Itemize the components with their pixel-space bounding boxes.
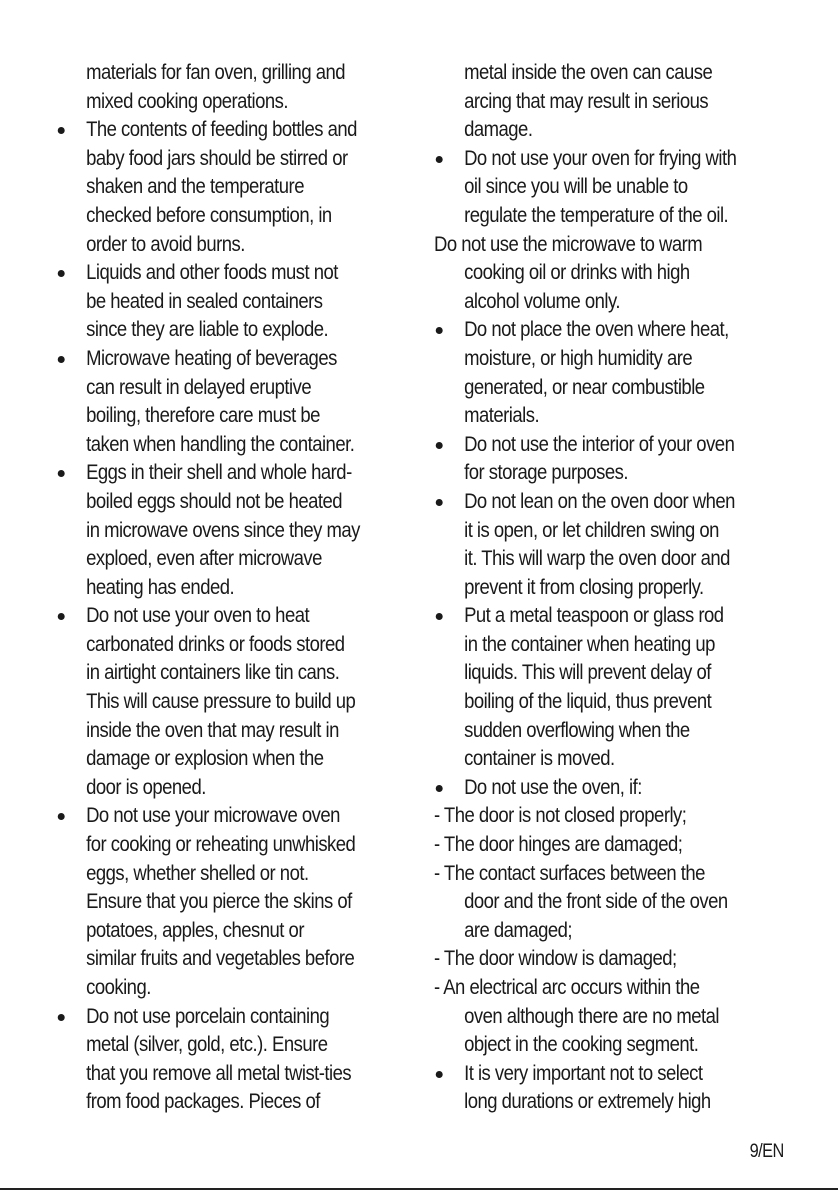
text-line bbox=[434, 887, 740, 916]
text-line bbox=[434, 801, 740, 830]
line-text: Ensure that you pierce the skins of bbox=[86, 889, 352, 914]
text-line bbox=[434, 401, 740, 430]
text-line bbox=[56, 1030, 362, 1059]
bullet-icon bbox=[436, 442, 443, 449]
text-line bbox=[434, 230, 740, 259]
bullet-item-start bbox=[56, 601, 362, 630]
line-text: it. This will warp the oven door and bbox=[464, 546, 730, 571]
text-line bbox=[434, 944, 740, 973]
line-text: Do not use the interior of your oven bbox=[464, 431, 735, 456]
line-text: eggs, whether shelled or not. bbox=[86, 860, 309, 885]
text-line bbox=[434, 916, 740, 945]
bullet-item-start bbox=[56, 258, 362, 287]
bullet-icon bbox=[436, 156, 443, 163]
text-line bbox=[434, 201, 740, 230]
line-text: in airtight containers like tin cans. bbox=[86, 660, 340, 685]
line-text: cooking oil or drinks with high bbox=[464, 260, 690, 285]
text-line bbox=[56, 373, 362, 402]
text-line bbox=[56, 544, 362, 573]
line-text: Eggs in their shell and whole hard- bbox=[86, 460, 352, 485]
line-text: object in the cooking segment. bbox=[464, 1032, 699, 1057]
text-line bbox=[434, 573, 740, 602]
line-text: checked before consumption, in bbox=[86, 202, 332, 227]
line-text: - The door hinges are damaged; bbox=[434, 832, 683, 857]
text-line bbox=[56, 1059, 362, 1088]
line-text: metal inside the oven can cause bbox=[464, 60, 713, 84]
text-line bbox=[434, 458, 740, 487]
bullet-item-start bbox=[56, 344, 362, 373]
line-text: damage. bbox=[464, 117, 533, 142]
line-text: cooking. bbox=[86, 975, 151, 999]
line-text: from food packages. Pieces of bbox=[86, 1089, 320, 1114]
text-line bbox=[434, 973, 740, 1002]
text-line bbox=[56, 916, 362, 945]
line-text: - The contact surfaces between the bbox=[434, 860, 705, 885]
bullet-icon bbox=[58, 270, 65, 277]
line-text: in the container when heating up bbox=[464, 631, 715, 656]
line-text: Do not use your microwave oven bbox=[86, 803, 340, 828]
footer-rule bbox=[0, 1188, 838, 1190]
text-line bbox=[434, 544, 740, 573]
line-text: baby food jars should be stirred or bbox=[86, 145, 348, 170]
line-text: - The door window is damaged; bbox=[434, 946, 677, 971]
line-text: shaken and the temperature bbox=[86, 174, 304, 199]
line-text: oil since you will be unable to bbox=[464, 174, 688, 199]
bullet-icon bbox=[436, 499, 443, 506]
text-line bbox=[56, 430, 362, 459]
line-text: boiled eggs should not be heated bbox=[86, 488, 343, 513]
line-text: Do not use the oven, if: bbox=[464, 774, 642, 799]
text-line bbox=[56, 830, 362, 859]
line-text: exploed, even after microwave bbox=[86, 546, 322, 571]
line-text: it is open, or let children swing on bbox=[464, 517, 719, 542]
line-text: heating has ended. bbox=[86, 574, 235, 599]
page-number: 9/EN bbox=[749, 1141, 784, 1162]
bullet-item-start bbox=[434, 773, 740, 802]
line-text: boiling, therefore care must be bbox=[86, 403, 320, 428]
text-line bbox=[56, 516, 362, 545]
bullet-icon bbox=[58, 127, 65, 134]
line-text: This will cause pressure to build up bbox=[86, 689, 356, 714]
line-text: in microwave ovens since they may bbox=[86, 517, 360, 542]
line-text: container is moved. bbox=[464, 746, 615, 771]
right-column bbox=[434, 58, 790, 1116]
line-text: prevent it from closing properly. bbox=[464, 574, 704, 599]
text-line bbox=[56, 58, 362, 87]
text-line bbox=[434, 287, 740, 316]
text-line bbox=[434, 1087, 740, 1116]
text-line bbox=[434, 716, 740, 745]
text-line bbox=[56, 773, 362, 802]
text-line bbox=[56, 172, 362, 201]
line-text: generated, or near combustible bbox=[464, 374, 705, 399]
line-text: boiling of the liquid, thus prevent bbox=[464, 689, 712, 714]
bullet-icon bbox=[436, 327, 443, 334]
line-text: since they are liable to explode. bbox=[86, 317, 329, 342]
line-text: Do not lean on the oven door when bbox=[464, 488, 735, 513]
line-text: Do not use porcelain containing bbox=[86, 1003, 330, 1028]
line-text: alcohol volume only. bbox=[464, 288, 620, 313]
line-text: arcing that may result in serious bbox=[464, 88, 709, 113]
line-text: mixed cooking operations. bbox=[86, 88, 289, 113]
text-line bbox=[56, 144, 362, 173]
text-line bbox=[434, 658, 740, 687]
text-line bbox=[56, 287, 362, 316]
line-text: for storage purposes. bbox=[464, 460, 628, 485]
text-line bbox=[56, 401, 362, 430]
line-text: Microwave heating of beverages bbox=[86, 345, 337, 370]
bullet-icon bbox=[436, 613, 443, 620]
text-line bbox=[56, 944, 362, 973]
text-line bbox=[434, 115, 740, 144]
bullet-icon bbox=[58, 356, 65, 363]
text-line bbox=[434, 258, 740, 287]
text-line bbox=[434, 87, 740, 116]
bullet-item-start bbox=[434, 601, 740, 630]
text-line bbox=[434, 58, 740, 87]
line-text: door and the front side of the oven bbox=[464, 889, 728, 914]
bullet-item-start bbox=[434, 1059, 740, 1088]
bullet-icon bbox=[58, 470, 65, 477]
line-text: carbonated drinks or foods stored bbox=[86, 631, 345, 656]
line-text: metal (silver, gold, etc.). Ensure bbox=[86, 1032, 328, 1057]
line-text: be heated in sealed containers bbox=[86, 288, 323, 313]
line-text: can result in delayed eruptive bbox=[86, 374, 312, 399]
text-line bbox=[56, 658, 362, 687]
line-text: Do not use the microwave to warm bbox=[434, 231, 703, 256]
line-text: - The door is not closed properly; bbox=[434, 803, 687, 828]
text-line bbox=[434, 630, 740, 659]
line-text: The contents of feeding bottles and bbox=[86, 117, 357, 142]
line-text: Liquids and other foods must not bbox=[86, 260, 338, 285]
line-text: similar fruits and vegetables before bbox=[86, 946, 355, 971]
line-text: door is opened. bbox=[86, 774, 206, 799]
text-line bbox=[56, 887, 362, 916]
bullet-item-start bbox=[434, 430, 740, 459]
line-text: materials for fan oven, grilling and bbox=[86, 60, 346, 84]
text-line bbox=[434, 172, 740, 201]
text-line bbox=[56, 687, 362, 716]
line-text: damage or explosion when the bbox=[86, 746, 324, 771]
line-text: Put a metal teaspoon or glass rod bbox=[464, 603, 724, 628]
bullet-icon bbox=[436, 1071, 443, 1078]
bullet-item-start bbox=[434, 487, 740, 516]
bullet-item-start bbox=[56, 1002, 362, 1031]
line-text: inside the oven that may result in bbox=[86, 717, 339, 742]
bullet-icon bbox=[58, 613, 65, 620]
text-line bbox=[56, 573, 362, 602]
line-text: that you remove all metal twist-ties bbox=[86, 1060, 352, 1085]
line-text: Do not place the oven where heat, bbox=[464, 317, 729, 342]
bullet-icon bbox=[58, 813, 65, 820]
text-line bbox=[434, 373, 740, 402]
text-line bbox=[56, 230, 362, 259]
line-text: taken when handling the container. bbox=[86, 431, 355, 456]
text-line bbox=[434, 744, 740, 773]
text-line bbox=[434, 516, 740, 545]
left-column bbox=[56, 58, 412, 1116]
text-line bbox=[434, 687, 740, 716]
line-text: moisture, or high humidity are bbox=[464, 345, 693, 370]
line-text: regulate the temperature of the oil. bbox=[464, 202, 729, 227]
line-text: for cooking or reheating unwhisked bbox=[86, 832, 356, 857]
text-line bbox=[56, 716, 362, 745]
text-line bbox=[56, 744, 362, 773]
line-text: order to avoid burns. bbox=[86, 231, 245, 256]
bullet-item-start bbox=[434, 144, 740, 173]
text-line bbox=[56, 630, 362, 659]
text-line bbox=[56, 859, 362, 888]
line-text: potatoes, apples, chesnut or bbox=[86, 917, 304, 942]
line-text: liquids. This will prevent delay of bbox=[464, 660, 711, 685]
bullet-item-start bbox=[434, 315, 740, 344]
text-line bbox=[434, 1030, 740, 1059]
line-text: materials. bbox=[464, 403, 540, 428]
line-text: Do not use your oven to heat bbox=[86, 603, 310, 628]
bullet-item-start bbox=[56, 801, 362, 830]
line-text: It is very important not to select bbox=[464, 1060, 703, 1085]
text-line bbox=[434, 859, 740, 888]
text-line bbox=[56, 201, 362, 230]
text-line bbox=[56, 973, 362, 1002]
line-text: - An electrical arc occurs within the bbox=[434, 975, 700, 999]
text-line bbox=[56, 315, 362, 344]
line-text: sudden overflowing when the bbox=[464, 717, 690, 742]
bullet-icon bbox=[58, 1014, 65, 1021]
line-text: oven although there are no metal bbox=[464, 1003, 719, 1028]
text-line bbox=[56, 487, 362, 516]
bullet-icon bbox=[436, 785, 443, 792]
bullet-item-start bbox=[56, 115, 362, 144]
text-line bbox=[434, 1002, 740, 1031]
text-line bbox=[56, 1087, 362, 1116]
text-line bbox=[434, 830, 740, 859]
text-line bbox=[434, 344, 740, 373]
line-text: are damaged; bbox=[464, 917, 573, 942]
line-text: Do not use your oven for frying with bbox=[464, 145, 737, 170]
text-line bbox=[56, 87, 362, 116]
bullet-item-start bbox=[56, 458, 362, 487]
line-text: long durations or extremely high bbox=[464, 1089, 711, 1114]
